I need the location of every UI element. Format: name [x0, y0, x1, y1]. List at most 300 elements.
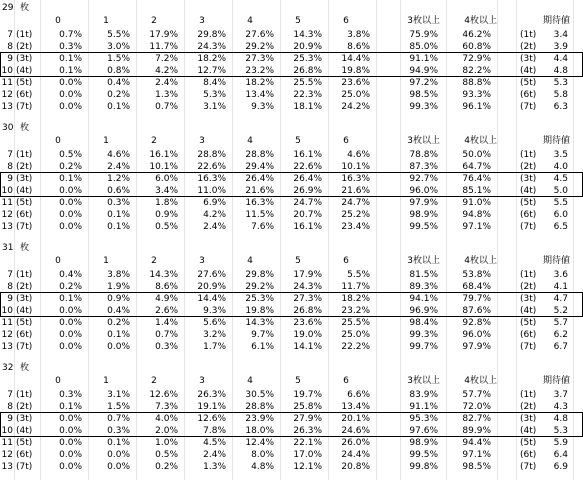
expected-value-cell: 4.0 [553, 162, 568, 172]
probability-cell: 4.6% [347, 150, 370, 160]
probability-cell: 23.2% [341, 306, 370, 316]
probability-cell: 0.6% [107, 186, 130, 196]
turn-tag-right: (5t) [520, 198, 537, 208]
draw-count-header: 1 [103, 376, 109, 386]
probability-cell: 3.1% [107, 390, 130, 400]
probability-cell: 0.3% [59, 42, 82, 52]
probability-cell: 3.8% [347, 30, 370, 40]
expected-value-cell: 4.3 [553, 402, 568, 412]
expected-value-cell: 3.4 [553, 30, 568, 40]
probability-cell: 0.0% [59, 342, 82, 352]
draw-count-header: 3 [199, 256, 205, 266]
probability-cell: 17.9% [293, 270, 322, 280]
card-count: 32 [2, 363, 14, 373]
table-row [0, 101, 583, 113]
table-row [0, 221, 583, 233]
probability-cell: 1.8% [155, 198, 178, 208]
ge4-cell: 85.1% [462, 186, 491, 196]
row-number: 8 [7, 402, 13, 412]
probability-cell: 0.0% [59, 450, 82, 460]
row-number: 11 [1, 318, 13, 328]
draw-count-header: 3 [199, 376, 205, 386]
probability-cell: 13.4% [341, 402, 370, 412]
turn-tag-right: (7t) [520, 222, 537, 232]
draw-count-header: 1 [103, 256, 109, 266]
table-row [0, 341, 583, 353]
row-number: 7 [7, 270, 13, 280]
turn-tag-right: (3t) [520, 54, 537, 64]
row-number: 10 [1, 306, 13, 316]
ge4-cell: 50.0% [462, 150, 491, 160]
probability-cell: 0.0% [59, 330, 82, 340]
column-header-row [0, 15, 583, 27]
probability-cell: 28.8% [197, 150, 226, 160]
probability-cell: 5.3% [203, 90, 226, 100]
probability-cell: 19.1% [197, 402, 226, 412]
probability-cell: 18.2% [245, 78, 274, 88]
turn-tag-right: (2t) [520, 162, 537, 172]
column-header-row [0, 375, 583, 387]
expected-value-cell: 3.6 [553, 270, 568, 280]
probability-cell: 25.5% [341, 318, 370, 328]
expected-value-cell: 5.0 [553, 186, 568, 196]
probability-cell: 5.6% [203, 318, 226, 328]
probability-cell: 12.4% [245, 438, 274, 448]
turn-tag: (3t) [16, 294, 33, 304]
ge3-cell: 92.7% [409, 174, 438, 184]
probability-cell: 0.7% [59, 30, 82, 40]
probability-cell: 4.2% [203, 210, 226, 220]
probability-cell: 6.9% [203, 198, 226, 208]
ge3-cell: 98.9% [409, 438, 438, 448]
probability-cell: 9.3% [203, 306, 226, 316]
probability-cell: 2.6% [155, 306, 178, 316]
probability-cell: 26.4% [245, 174, 274, 184]
probability-cell: 29.2% [245, 282, 274, 292]
probability-cell: 0.0% [107, 450, 130, 460]
row-number: 9 [7, 174, 13, 184]
probability-cell: 16.3% [245, 198, 274, 208]
row-number: 13 [1, 462, 13, 472]
probability-cell: 25.3% [293, 54, 322, 64]
probability-cell: 16.1% [293, 150, 322, 160]
ge3-cell: 89.3% [409, 282, 438, 292]
ge4-cell: 64.7% [462, 162, 491, 172]
row-number: 11 [1, 198, 13, 208]
ge3-cell: 99.5% [409, 222, 438, 232]
highlight-box-left [0, 172, 1, 196]
card-unit: 枚 [20, 123, 30, 133]
turn-tag-right: (2t) [520, 42, 537, 52]
turn-tag: (4t) [16, 306, 33, 316]
ge3-header: 3枚以上 [407, 256, 440, 266]
table-row [0, 293, 583, 305]
probability-cell: 17.0% [293, 450, 322, 460]
draw-count-header: 2 [151, 16, 157, 26]
probability-cell: 0.0% [59, 210, 82, 220]
probability-cell: 11.5% [245, 210, 274, 220]
probability-cell: 0.2% [59, 282, 82, 292]
expected-value-cell: 6.7 [553, 342, 568, 352]
probability-cell: 7.8% [203, 426, 226, 436]
expected-value-header: 期待値 [542, 136, 570, 146]
table-row [0, 461, 583, 473]
expected-value-cell: 4.1 [553, 282, 568, 292]
row-number: 13 [1, 342, 13, 352]
ge4-cell: 72.0% [462, 402, 491, 412]
probability-cell: 0.8% [107, 66, 130, 76]
turn-tag-right: (2t) [520, 402, 537, 412]
ge4-header: 4枚以上 [464, 376, 497, 386]
draw-count-header: 4 [247, 256, 253, 266]
probability-cell: 0.0% [59, 78, 82, 88]
probability-cell: 0.1% [107, 438, 130, 448]
probability-cell: 29.2% [245, 42, 274, 52]
turn-tag-right: (5t) [520, 438, 537, 448]
ge4-cell: 57.7% [462, 390, 491, 400]
ge3-cell: 99.5% [409, 450, 438, 460]
highlight-box-bottom [0, 316, 583, 317]
ge4-cell: 60.8% [462, 42, 491, 52]
highlight-box-left [0, 52, 1, 76]
probability-cell: 23.4% [341, 222, 370, 232]
block-title-row [0, 2, 583, 14]
expected-value-header: 期待値 [542, 16, 570, 26]
probability-cell: 0.3% [155, 342, 178, 352]
turn-tag: (2t) [16, 402, 33, 412]
probability-cell: 24.3% [293, 282, 322, 292]
probability-cell: 17.9% [149, 30, 178, 40]
column-header-row [0, 255, 583, 267]
ge3-cell: 91.1% [409, 54, 438, 64]
probability-cell: 3.2% [203, 330, 226, 340]
ge3-cell: 98.5% [409, 90, 438, 100]
probability-cell: 14.3% [293, 30, 322, 40]
probability-cell: 22.2% [341, 342, 370, 352]
turn-tag: (5t) [16, 78, 33, 88]
probability-cell: 0.4% [107, 306, 130, 316]
turn-tag: (1t) [16, 150, 33, 160]
turn-tag-right: (7t) [520, 462, 537, 472]
turn-tag: (5t) [16, 438, 33, 448]
ge3-cell: 99.7% [409, 342, 438, 352]
ge4-cell: 76.4% [462, 174, 491, 184]
probability-cell: 19.0% [293, 330, 322, 340]
probability-cell: 0.3% [59, 390, 82, 400]
probability-cell: 16.3% [197, 174, 226, 184]
ge3-cell: 97.9% [409, 198, 438, 208]
probability-cell: 14.4% [197, 294, 226, 304]
highlight-box-top [0, 412, 583, 413]
probability-cell: 6.6% [347, 390, 370, 400]
turn-tag: (3t) [16, 174, 33, 184]
turn-tag-right: (1t) [520, 270, 537, 280]
probability-cell: 29.4% [245, 162, 274, 172]
probability-cell: 8.4% [203, 78, 226, 88]
probability-cell: 7.3% [155, 402, 178, 412]
turn-tag-right: (4t) [520, 426, 537, 436]
probability-cell: 24.6% [341, 426, 370, 436]
card-count: 30 [2, 123, 14, 133]
row-number: 12 [1, 450, 13, 460]
draw-count-header: 0 [55, 376, 61, 386]
probability-cell: 26.8% [293, 306, 322, 316]
probability-cell: 19.8% [245, 306, 274, 316]
probability-cell: 1.2% [107, 174, 130, 184]
probability-cell: 28.8% [245, 402, 274, 412]
probability-cell: 0.0% [59, 222, 82, 232]
card-count: 31 [2, 243, 14, 253]
turn-tag: (6t) [16, 210, 33, 220]
draw-count-header: 2 [151, 376, 157, 386]
turn-tag: (7t) [16, 342, 33, 352]
probability-cell: 18.0% [245, 426, 274, 436]
turn-tag-right: (4t) [520, 66, 537, 76]
turn-tag-right: (6t) [520, 330, 537, 340]
draw-count-header: 6 [343, 16, 349, 26]
probability-cell: 0.2% [59, 162, 82, 172]
expected-value-cell: 6.3 [553, 102, 568, 112]
ge4-cell: 93.3% [462, 90, 491, 100]
probability-cell: 0.0% [107, 462, 130, 472]
table-row [0, 173, 583, 185]
row-number: 9 [7, 414, 13, 424]
ge3-cell: 85.0% [409, 42, 438, 52]
ge3-header: 3枚以上 [407, 16, 440, 26]
probability-cell: 27.6% [197, 270, 226, 280]
table-row [0, 329, 583, 341]
probability-cell: 18.2% [197, 54, 226, 64]
probability-cell: 16.1% [149, 150, 178, 160]
draw-count-header: 2 [151, 136, 157, 146]
draw-count-header: 4 [247, 136, 253, 146]
probability-cell: 24.4% [341, 450, 370, 460]
ge4-cell: 82.7% [462, 414, 491, 424]
probability-cell: 27.6% [245, 30, 274, 40]
probability-cell: 23.6% [293, 318, 322, 328]
turn-tag: (7t) [16, 222, 33, 232]
ge3-cell: 81.5% [409, 270, 438, 280]
expected-value-cell: 5.9 [553, 438, 568, 448]
probability-cell: 0.4% [59, 270, 82, 280]
table-row [0, 389, 583, 401]
expected-value-cell: 5.3 [553, 78, 568, 88]
probability-cell: 4.6% [107, 150, 130, 160]
probability-cell: 0.5% [155, 222, 178, 232]
turn-tag-right: (1t) [520, 30, 537, 40]
turn-tag: (3t) [16, 414, 33, 424]
highlight-box-bottom [0, 436, 583, 437]
turn-tag: (3t) [16, 54, 33, 64]
probability-cell: 21.6% [245, 186, 274, 196]
ge3-cell: 96.9% [409, 306, 438, 316]
expected-value-cell: 6.0 [553, 210, 568, 220]
draw-count-header: 3 [199, 136, 205, 146]
probability-cell: 0.7% [155, 102, 178, 112]
ge3-cell: 99.8% [409, 462, 438, 472]
turn-tag-right: (6t) [520, 450, 537, 460]
card-unit: 枚 [20, 3, 30, 13]
probability-cell: 0.0% [59, 90, 82, 100]
turn-tag: (2t) [16, 282, 33, 292]
probability-cell: 4.9% [155, 294, 178, 304]
expected-value-cell: 6.9 [553, 462, 568, 472]
draw-count-header: 5 [295, 376, 301, 386]
expected-value-cell: 5.8 [553, 90, 568, 100]
block-title-row [0, 122, 583, 134]
draw-count-header: 4 [247, 16, 253, 26]
probability-cell: 24.7% [293, 198, 322, 208]
probability-cell: 30.5% [245, 390, 274, 400]
turn-tag-right: (1t) [520, 150, 537, 160]
probability-cell: 25.0% [341, 90, 370, 100]
probability-cell: 0.0% [59, 414, 82, 424]
turn-tag: (6t) [16, 90, 33, 100]
probability-cell: 1.7% [203, 342, 226, 352]
turn-tag-right: (7t) [520, 102, 537, 112]
table-row [0, 209, 583, 221]
draw-count-header: 6 [343, 136, 349, 146]
ge3-cell: 75.9% [409, 30, 438, 40]
probability-cell: 0.0% [59, 318, 82, 328]
probability-cell: 0.2% [107, 90, 130, 100]
probability-cell: 0.5% [155, 450, 178, 460]
expected-value-cell: 4.7 [553, 294, 568, 304]
probability-cell: 14.3% [245, 318, 274, 328]
row-number: 12 [1, 90, 13, 100]
probability-cell: 20.7% [293, 210, 322, 220]
probability-cell: 3.1% [203, 102, 226, 112]
probability-cell: 4.5% [203, 438, 226, 448]
probability-cell: 6.0% [155, 174, 178, 184]
ge4-cell: 97.9% [462, 342, 491, 352]
probability-cell: 7.6% [251, 222, 274, 232]
probability-cell: 0.7% [155, 330, 178, 340]
ge3-cell: 98.9% [409, 210, 438, 220]
ge3-header: 3枚以上 [407, 136, 440, 146]
ge4-cell: 89.9% [462, 426, 491, 436]
probability-cell: 8.6% [155, 282, 178, 292]
probability-cell: 11.0% [197, 186, 226, 196]
turn-tag: (4t) [16, 186, 33, 196]
probability-cell: 16.1% [293, 222, 322, 232]
probability-cell: 0.0% [59, 462, 82, 472]
probability-cell: 26.9% [293, 186, 322, 196]
ge3-cell: 91.1% [409, 402, 438, 412]
turn-tag: (7t) [16, 102, 33, 112]
turn-tag-right: (6t) [520, 90, 537, 100]
probability-cell: 22.6% [293, 162, 322, 172]
highlight-box-bottom [0, 76, 583, 77]
turn-tag: (1t) [16, 270, 33, 280]
expected-value-header: 期待値 [542, 256, 570, 266]
draw-count-header: 6 [343, 376, 349, 386]
turn-tag-right: (4t) [520, 306, 537, 316]
probability-cell: 0.2% [155, 462, 178, 472]
expected-value-cell: 6.2 [553, 330, 568, 340]
probability-cell: 26.3% [197, 390, 226, 400]
probability-cell: 0.3% [107, 198, 130, 208]
row-number: 8 [7, 42, 13, 52]
probability-cell: 20.9% [197, 282, 226, 292]
probability-cell: 14.1% [293, 342, 322, 352]
draw-count-header: 1 [103, 16, 109, 26]
expected-value-cell: 6.4 [553, 450, 568, 460]
probability-cell: 14.3% [149, 270, 178, 280]
expected-value-cell: 5.3 [553, 426, 568, 436]
highlight-box-top [0, 292, 583, 293]
turn-tag-right: (5t) [520, 318, 537, 328]
probability-cell: 1.5% [107, 402, 130, 412]
probability-cell: 2.4% [203, 222, 226, 232]
expected-value-cell: 5.2 [553, 306, 568, 316]
turn-tag-right: (7t) [520, 342, 537, 352]
row-number: 7 [7, 30, 13, 40]
probability-cell: 10.1% [341, 162, 370, 172]
turn-tag: (5t) [16, 198, 33, 208]
probability-cell: 11.7% [149, 42, 178, 52]
probability-cell: 20.9% [293, 42, 322, 52]
table-row [0, 149, 583, 161]
draw-count-header: 4 [247, 376, 253, 386]
ge4-cell: 91.0% [462, 198, 491, 208]
probability-cell: 0.0% [59, 438, 82, 448]
turn-tag: (4t) [16, 426, 33, 436]
probability-cell: 28.8% [245, 150, 274, 160]
probability-cell: 27.3% [245, 54, 274, 64]
row-number: 13 [1, 222, 13, 232]
probability-cell: 0.9% [155, 210, 178, 220]
row-number: 9 [7, 294, 13, 304]
turn-tag-right: (2t) [520, 282, 537, 292]
row-number: 7 [7, 390, 13, 400]
row-number: 11 [1, 438, 13, 448]
turn-tag-right: (4t) [520, 186, 537, 196]
draw-count-header: 5 [295, 136, 301, 146]
row-number: 7 [7, 150, 13, 160]
probability-cell: 25.3% [245, 294, 274, 304]
row-number: 11 [1, 78, 13, 88]
expected-value-cell: 5.5 [553, 198, 568, 208]
probability-cell: 9.3% [251, 102, 274, 112]
probability-cell: 21.6% [341, 186, 370, 196]
ge4-cell: 53.8% [462, 270, 491, 280]
probability-cell: 0.1% [59, 54, 82, 64]
ge4-cell: 79.7% [462, 294, 491, 304]
ge3-cell: 96.0% [409, 186, 438, 196]
highlight-box-left [0, 292, 1, 316]
probability-cell: 24.3% [197, 42, 226, 52]
table-row [0, 437, 583, 449]
turn-tag-right: (3t) [520, 294, 537, 304]
highlight-box-top [0, 52, 583, 53]
probability-cell: 12.6% [149, 390, 178, 400]
probability-cell: 0.0% [59, 102, 82, 112]
probability-cell: 3.8% [107, 270, 130, 280]
probability-cell: 8.0% [251, 450, 274, 460]
probability-cell: 12.1% [293, 462, 322, 472]
highlight-box-top [0, 172, 583, 173]
ge3-cell: 99.3% [409, 330, 438, 340]
probability-cell: 0.1% [107, 222, 130, 232]
probability-cell: 22.3% [293, 90, 322, 100]
ge3-cell: 97.6% [409, 426, 438, 436]
ge4-cell: 88.8% [462, 78, 491, 88]
table-row [0, 317, 583, 329]
probability-cell: 29.8% [197, 30, 226, 40]
probability-cell: 0.4% [107, 78, 130, 88]
table-row [0, 77, 583, 89]
